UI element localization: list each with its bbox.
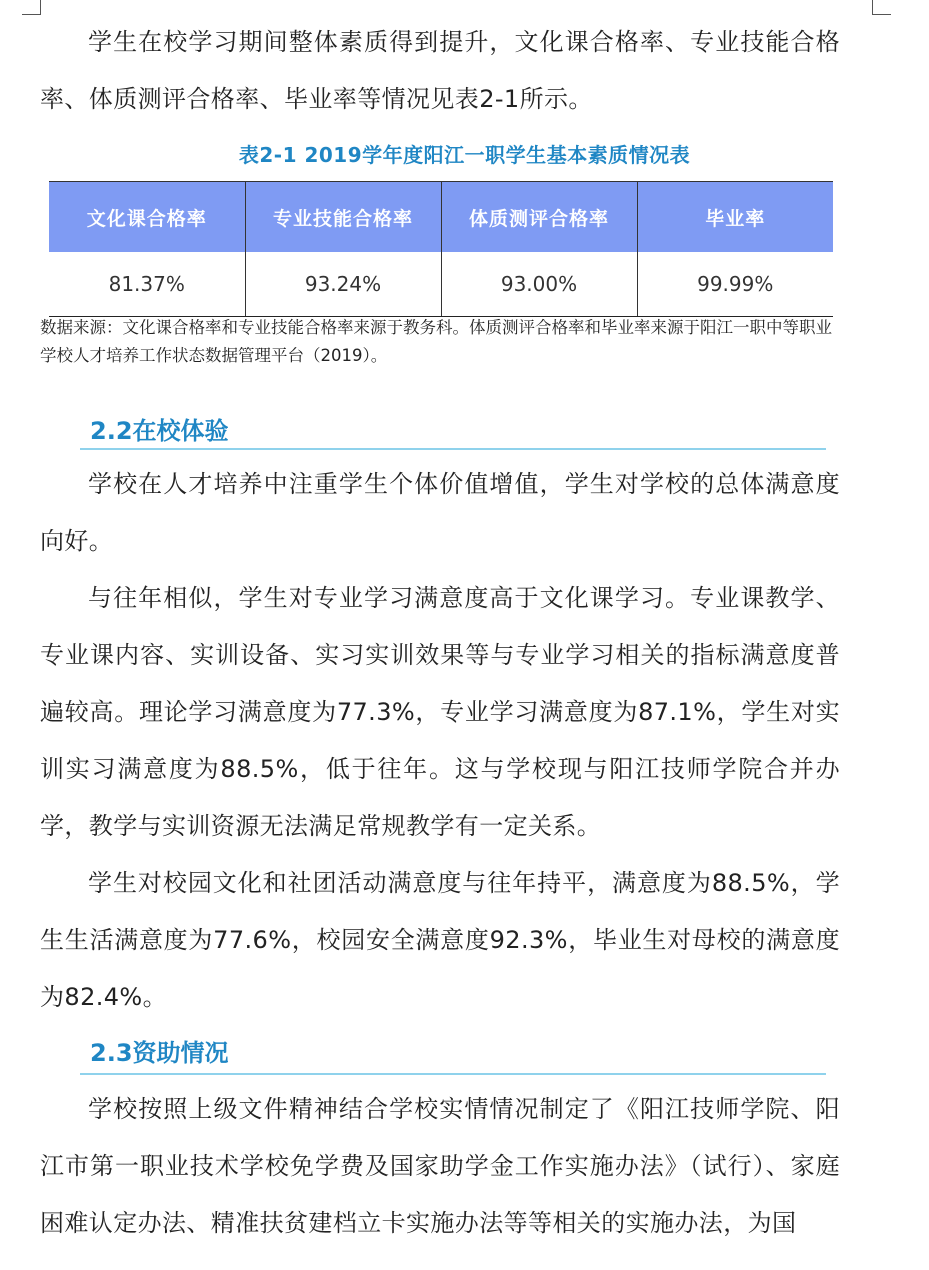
table-cell: 93.24% [245, 252, 441, 317]
page-corner-mark-left [22, 0, 41, 15]
section-heading-2-2: 2.2在校体验 [90, 417, 229, 445]
table-header-row [49, 182, 833, 253]
table-header-cell: 专业技能合格率 [245, 182, 441, 253]
table-cell: 81.37% [49, 252, 245, 317]
table-header-cell: 毕业率 [637, 182, 833, 253]
section-2-2-paragraph-2: 与往年相似，学生对专业学习满意度高于文化课学习。专业课教学、专业课内容、实训设备、实习实训效果等与专业学习相关的指标满意度普遍较高。理论学习满意度为77.3%，专业学习满意度为87.1%，学生对实训实习满意度为88.5%，低于往年。这与学校现与阳江技师学院合并办学，教学与实训资源无法满足常规教学有一定关系。 [40, 584, 840, 840]
intro-paragraph: 学生在校学习期间整体素质得到提升，文化课合格率、专业技能合格率、体质测评合格率、毕业率等情况见表2-1所示。 [40, 28, 840, 113]
table-source-note: 数据来源：文化课合格率和专业技能合格率来源于教务科。体质测评合格率和毕业率来源于阳江一职中等职业学校人才培养工作状态数据管理平台（2019）。 [40, 318, 832, 365]
table-title: 表2-1 2019学年度阳江一职学生基本素质情况表 [238, 143, 691, 167]
table-cell: 93.00% [441, 252, 637, 317]
table-cell: 99.99% [637, 252, 833, 317]
table-row [49, 252, 833, 317]
section-2-2-paragraph-3: 学生对校园文化和社团活动满意度与往年持平，满意度为88.5%，学生生活满意度为77.6%，校园安全满意度92.3%，毕业生对母校的满意度为82.4%。 [40, 869, 840, 1011]
section-2-3-paragraph-1: 学校按照上级文件精神结合学校实情情况制定了《阳江技师学院、阳江市第一职业技术学校免学费及国家助学金工作实施办法》（试行）、家庭困难认定办法、精准扶贫建档立卡实施办法等等相关的实施办法，为国 [40, 1095, 840, 1237]
section-heading-2-3: 2.3资助情况 [90, 1039, 229, 1067]
table-header-cell: 文化课合格率 [49, 182, 245, 253]
page-corner-mark-right [872, 0, 891, 15]
quality-table [49, 181, 833, 317]
table-header-cell: 体质测评合格率 [441, 182, 637, 253]
section-divider [80, 1073, 826, 1075]
section-2-2-paragraph-1: 学校在人才培养中注重学生个体价值增值，学生对学校的总体满意度向好。 [40, 470, 840, 555]
section-divider [80, 448, 826, 450]
